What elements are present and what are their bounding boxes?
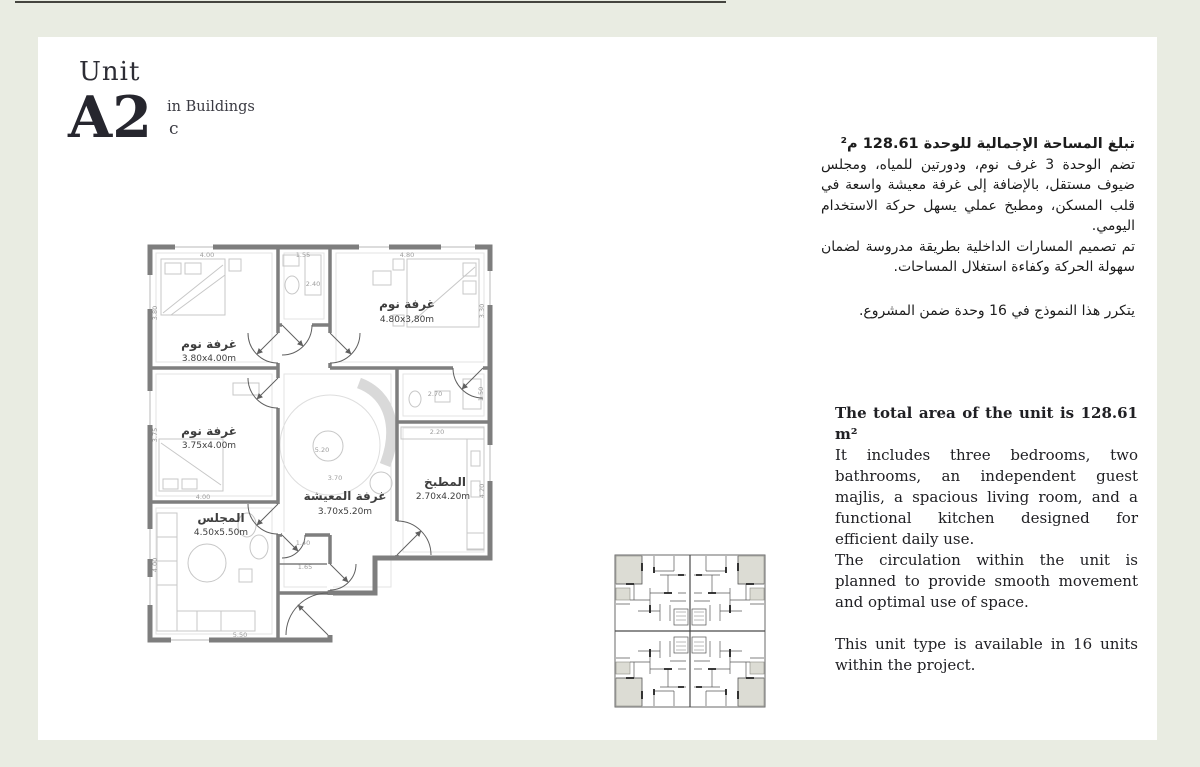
dim-label: 4.00 [151,557,159,573]
dim-label: 3.70 [327,474,343,482]
english-paragraph-3: This unit type is available in 16 units within the project. [835,635,1138,674]
english-paragraph-1: It includes three bedrooms, two bathrooms, an independent guest majlis, a spacious living room, and a functional kitchen designed for efficient daily use. [835,446,1138,548]
building-letter: c [169,119,179,139]
room-dims-bedroom-top-right: 4.80x3.80m [379,315,435,325]
english-heading: The total area of the unit is 128.61 m² [835,404,1138,443]
arabic-paragraph-1: تضم الوحدة 3 غرف نوم، ودورتين للمياه، ومجلس ضيوف مستقل، بالإضافة إلى غرفة معيشة واسعة في قلب المسكن، ومطبخ عملي يسهل حركة الاستخدام اليومي. [821,156,1135,234]
dim-label: 2.20 [429,428,445,436]
dim-label: 5.20 [314,446,330,454]
room-dims-living: 3.70x5.20m [317,507,373,517]
room-name-living: غرفة المعيشة [303,489,387,503]
english-description [835,403,1138,676]
key-plan-drawing [608,549,772,713]
dim-label: 4.80 [399,251,415,259]
dim-label: 3.30 [478,303,486,319]
paper [38,37,1157,740]
dim-label: 4.20 [478,483,486,499]
in-buildings-label: in Buildings [167,99,255,115]
arabic-description [821,134,1135,321]
dim-label: 2.40 [305,280,321,288]
dim-label: 4.00 [199,251,215,259]
dim-label: 1.40 [295,539,311,547]
arabic-paragraph-2: تم تصميم المسارات الداخلية بطريقة مدروسة لضمان سهولة الحركة وكفاءة استغلال المساحات. [821,238,1135,275]
building-key-plan [608,549,772,713]
room-name-bedroom-top-left: غرفة نوم [181,337,237,351]
dim-label: 1.65 [297,563,313,571]
room-name-kitchen: المطبخ [424,475,466,489]
floor-plan-drawing [145,233,493,645]
room-dims-bedroom-top-left: 3.80x4.00m [181,354,237,364]
room-dims-majlis: 4.50x5.50m [193,528,249,538]
dim-label: 1.50 [477,386,485,402]
room-dims-bedroom-mid-left: 3.75x4.00m [181,441,237,451]
dim-label: 2.70 [427,390,443,398]
unit-label: Unit [79,57,141,87]
room-name-bedroom-top-right: غرفة نوم [379,297,435,311]
room-name-majlis: المجلس [197,511,245,525]
arabic-heading: تبلغ المساحة الإجمالية للوحدة 128.61 م² [840,136,1135,152]
dim-label: 3.75 [151,427,159,443]
room-dims-kitchen: 2.70x4.20m [415,492,471,502]
dim-label: 3.80 [151,305,159,321]
unit-code: A2 [68,84,152,151]
room-name-bedroom-mid-left: غرفة نوم [181,424,237,438]
floor-plan [145,233,493,645]
dim-label: 4.00 [195,493,211,501]
english-paragraph-2: The circulation within the unit is planned to provide smooth movement and optimal use of space. [835,551,1138,611]
dim-label: 5.50 [232,631,248,639]
top-rule [15,1,726,3]
dim-label: 1.55 [295,251,311,259]
arabic-paragraph-3: يتكرر هذا النموذج في 16 وحدة ضمن المشروع. [858,302,1135,319]
